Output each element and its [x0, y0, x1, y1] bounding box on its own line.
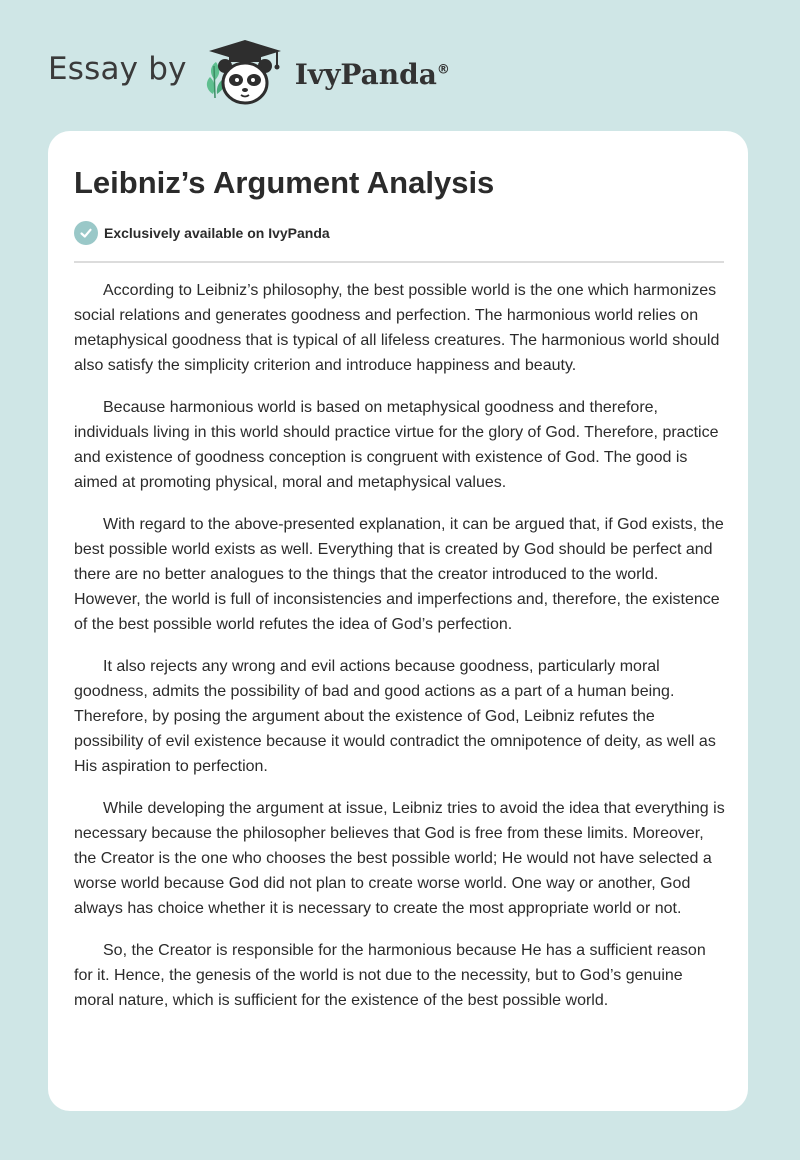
exclusive-badge — [74, 221, 330, 245]
brand-name[interactable]: IvyPanda® — [294, 57, 450, 91]
title-divider — [74, 261, 724, 263]
essay-body — [74, 278, 726, 1030]
essay-paragraph: While developing the argument at issue, Leibniz tries to avoid the idea that everything is necessary because the philosopher believes that God is free from these limits. Moreover, the Creator is the one who chooses the best possible world; He would not have selected a worse world because God did not plan to create worse world. One way or another, God always has choice whether it is necessary to create the most appropriate world or not. — [74, 800, 725, 917]
essay-paragraph: Because harmonious world is based on metaphysical goodness and therefore, individuals living in this world should practice virtue for the glory of God. Therefore, practice and existence of goodness conception is congruent with existence of God. The good is aimed at promoting physical, moral and metaphysical values. — [74, 399, 719, 491]
panda-graduate-icon[interactable] — [201, 36, 289, 110]
essay-by-label: Essay by — [48, 51, 187, 87]
trademark-symbol: ® — [436, 62, 450, 78]
essay-paragraph: It also rejects any wrong and evil actions because goodness, particularly moral goodness, admits the possibility of bad and good actions as a part of a human being. Therefore, by posing the argument about the existence of God, Leibniz refutes the possibility of evil existence because it would contradict the omnipotence of deity, as well as His aspiration to perfection. — [74, 658, 716, 775]
essay-title: Leibniz’s Argument Analysis — [74, 165, 495, 200]
essay-paragraph: So, the Creator is responsible for the harmonious because He has a sufficient reason for it. Hence, the genesis of the world is not due to the necessity, but to God’s genuine moral nature, which is sufficient for the existence of the best possible world. — [74, 942, 706, 1009]
essay-paragraph: According to Leibniz’s philosophy, the best possible world is the one which harmonizes social relations and generates goodness and perfection. The harmonious world relies on metaphysical goodness that is typical of all lifeless creatures. The harmonious world should also satisfy the simplicity criterion and introduce happiness and beauty. — [74, 282, 720, 374]
site-header — [48, 36, 450, 110]
exclusive-badge-label: Exclusively available on IvyPanda — [104, 225, 330, 241]
checkmark-icon — [74, 221, 98, 245]
essay-paragraph: With regard to the above-presented explanation, it can be argued that, if God exists, the best possible world exists as well. Everything that is created by God should be perfect and there are no better analogues to the things that the creator introduced to the world. However, the world is full of inconsistencies and imperfections and, therefore, the existence of the best possible world refutes the idea of God’s perfection. — [74, 516, 724, 633]
essay-card — [48, 131, 748, 1111]
